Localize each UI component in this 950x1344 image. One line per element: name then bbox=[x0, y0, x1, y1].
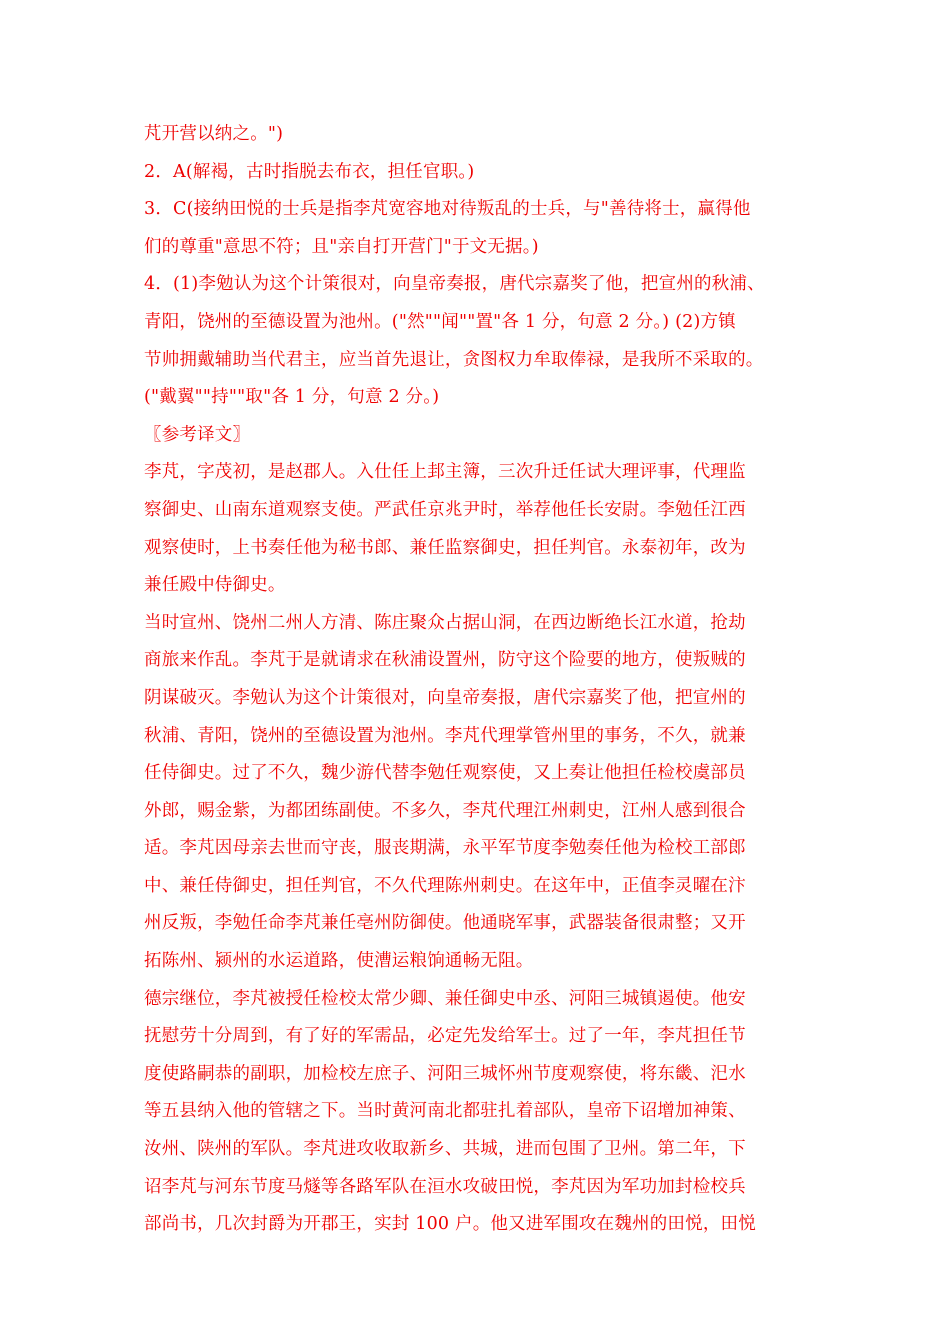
text-line: 节帅拥戴辅助当代君主，应当首先退让，贪图权力牟取俸禄，是我所不采取的。 bbox=[144, 349, 764, 370]
text-line: 芃开营以纳之。") bbox=[144, 124, 284, 144]
paragraph-3-line: 汝州、陕州的军队。李芃进攻收取新乡、共城，进而包围了卫州。第二年，下 bbox=[144, 1139, 746, 1160]
paragraph-3-line: 度使路嗣恭的副职，加检校左庶子、河阳三城怀州节度观察使，将东畿、汜水 bbox=[144, 1063, 746, 1084]
paragraph-2-line: 拓陈州、颍州的水运道路，使漕运粮饷通畅无阻。 bbox=[144, 951, 534, 972]
paragraph-2-line: 阴谋破灭。李勉认为这个计策很对，向皇帝奏报，唐代宗嘉奖了他，把宣州的 bbox=[144, 687, 746, 708]
answer-4-line: 4．(1)李勉认为这个计策很对，向皇帝奏报，唐代宗嘉奖了他，把宣州的秋浦、 bbox=[144, 274, 765, 295]
section-heading: 〖参考译文〗 bbox=[144, 424, 251, 445]
paragraph-2-line: 秋浦、青阳，饶州的至德设置为池州。李芃代理掌管州里的事务，不久，就兼 bbox=[144, 725, 746, 746]
answer-2-line: 2．A(解褐，古时指脱去布衣，担任官职。) bbox=[144, 161, 475, 182]
paragraph-2-line: 州反叛，李勉任命李芃兼任亳州防御使。他通晓军事，武器装备很肃整；又开 bbox=[144, 913, 746, 934]
paragraph-1-line: 李芃，字茂初，是赵郡人。入仕任上邽主簿，三次升迁任试大理评事，代理监 bbox=[144, 462, 746, 483]
paragraph-2-line: 当时宣州、饶州二州人方清、陈庄聚众占据山洞，在西边断绝长江水道，抢劫 bbox=[144, 612, 746, 633]
text-line: 们的尊重"意思不符；且"亲自打开营门"于文无据。) bbox=[144, 236, 539, 257]
document-body bbox=[144, 116, 812, 1244]
paragraph-3-line: 抚慰劳十分周到，有了好的军需品，必定先发给军士。过了一年，李芃担任节 bbox=[144, 1026, 746, 1047]
paragraph-3-line: 诏李芃与河东节度马燧等各路军队在洹水攻破田悦，李芃因为军功加封检校兵 bbox=[144, 1176, 746, 1197]
paragraph-2-line: 商旅来作乱。李芃于是就请求在秋浦设置州，防守这个险要的地方，使叛贼的 bbox=[144, 650, 746, 671]
paragraph-1-line: 察御史、山南东道观察支使。严武任京兆尹时，举荐他任长安尉。李勉任江西 bbox=[144, 499, 746, 520]
paragraph-2-line: 中、兼任侍御史，担任判官，不久代理陈州刺史。在这年中，正值李灵曜在汴 bbox=[144, 875, 746, 896]
text-line: ("戴翼""持""取"各 1 分，句意 2 分。) bbox=[144, 387, 440, 408]
paragraph-3-line: 部尚书，几次封爵为开郡王，实封 100 户。他又进军围攻在魏州的田悦，田悦 bbox=[144, 1214, 756, 1235]
paragraph-3-line: 等五县纳入他的管辖之下。当时黄河南北都驻扎着部队，皇帝下诏增加神策、 bbox=[144, 1101, 746, 1122]
paragraph-1-line: 兼任殿中侍御史。 bbox=[144, 575, 286, 596]
answer-3-line: 3．C(接纳田悦的士兵是指李芃宽容地对待叛乱的士兵，与"善待将士，赢得他 bbox=[144, 199, 751, 220]
paragraph-2-line: 任侍御史。过了不久，魏少游代替李勉任观察使，又上奏让他担任检校虞部员 bbox=[144, 763, 746, 784]
text-line: 青阳，饶州的至德设置为池州。("然""闻""置"各 1 分，句意 2 分。) (2)方镇 bbox=[144, 311, 736, 332]
paragraph-2-line: 外郎，赐金紫，为都团练副使。不多久，李芃代理江州刺史，江州人感到很合 bbox=[144, 800, 746, 821]
paragraph-2-line: 适。李芃因母亲去世而守丧，服丧期满，永平军节度李勉奏任他为检校工部郎 bbox=[144, 838, 746, 859]
paragraph-3-line: 德宗继位，李芃被授任检校太常少卿、兼任御史中丞、河阳三城镇遏使。他安 bbox=[144, 988, 746, 1009]
paragraph-1-line: 观察使时，上书奏任他为秘书郎、兼任监察御史，担任判官。永泰初年，改为 bbox=[144, 537, 746, 558]
